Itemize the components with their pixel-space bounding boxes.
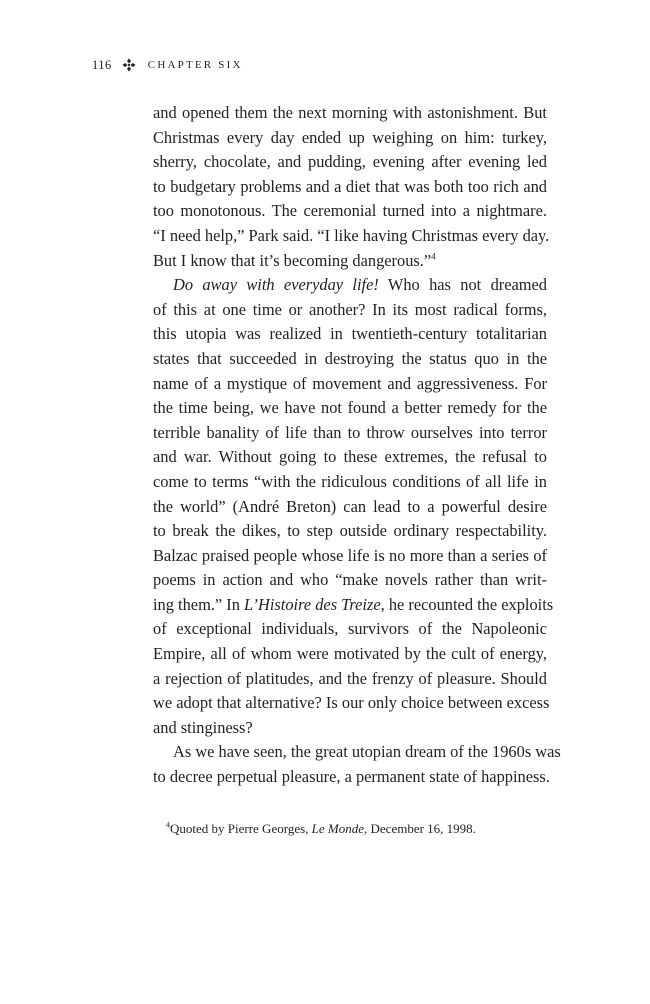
footnote [166, 820, 476, 838]
text-line [153, 249, 547, 274]
text-line [153, 273, 547, 298]
text-line: Empire, all of whom were motivated by the cult of energy, [153, 644, 547, 664]
text-segment: ing them.” In [153, 594, 245, 614]
text-line: to break the dikes, to step outside ordinary respectability. [153, 521, 547, 541]
text-line: poems in action and who “make novels rather than writ- [153, 570, 547, 590]
text-line [153, 593, 554, 618]
text-line: sherry, chocolate, and pudding, evening after evening led [153, 152, 547, 172]
text-line: this utopia was realized in twentieth-century totalitarian [153, 324, 547, 344]
body-text [153, 101, 561, 790]
paragraph-1 [153, 101, 550, 273]
text-line: of exceptional individuals, survivors of the Napoleonic [153, 619, 547, 639]
text-line: Christmas every day ended up weighing on him: turkey, [153, 127, 547, 147]
footnote-text: Quoted by Pierre Georges, [170, 821, 312, 836]
italic-title: L’Histoire des Treize [244, 594, 381, 614]
running-head [92, 56, 243, 74]
text-line: too monotonous. The ceremonial turned into a nightmare. [153, 201, 547, 221]
text-line: to decree perpetual pleasure, a permanent state of happiness. [153, 767, 550, 787]
footnote-number: 4 [166, 820, 170, 830]
text-line: come to terms “with the ridiculous conditions of all life in [153, 471, 547, 491]
footnote-italic-title: Le Monde [311, 821, 365, 836]
text-line: Balzac praised people whose life is no more than a series of [153, 545, 547, 565]
text-line: terrible banality of life than to throw ourselves into terror [153, 422, 547, 442]
footnote-reference: 4 [431, 251, 436, 262]
text-line: As we have seen, the great utopian dream of the 1960s was [173, 742, 561, 762]
text-line: the world” (André Breton) can lead to a powerful desire [153, 496, 547, 516]
paragraph-3 [153, 740, 561, 789]
text-line: name of a mystique of movement and aggressiveness. For [153, 373, 547, 393]
chapter-label: CHAPTER SIX [147, 59, 243, 71]
text-line: we adopt that alternative? Is our only choice between excess [153, 693, 550, 713]
text-line: a rejection of platitudes, and the frenzy of pleasure. Should [153, 668, 547, 688]
text-line: and stinginess? [153, 717, 253, 737]
text-segment: Who has not dreamed [378, 275, 547, 295]
paragraph-2 [153, 273, 554, 740]
text-segment: , he recounted the exploits [380, 594, 554, 614]
text-line: states that succeeded in destroying the status quo in the [153, 348, 547, 368]
text-line-content: But I know that it’s becoming dangerous.” [153, 250, 432, 270]
page-number: 116 [92, 57, 112, 72]
text-line: “I need help,” Park said. “I like having Christmas every day. [153, 225, 550, 245]
footnote-text: , December 16, 1998. [364, 821, 476, 836]
text-line: the time being, we have not found a better remedy for the [153, 398, 547, 418]
text-line: to budgetary problems and a diet that was both too rich and [153, 176, 547, 196]
text-line: and opened them the next morning with astonishment. But [153, 103, 547, 122]
text-line: and war. Without going to these extremes, the refusal to [153, 447, 547, 467]
text-line: of this at one time or another? In its most radical forms, [153, 299, 547, 319]
italic-phrase: Do away with everyday life! [173, 275, 379, 295]
fleuron-diamond-icon [122, 58, 136, 72]
